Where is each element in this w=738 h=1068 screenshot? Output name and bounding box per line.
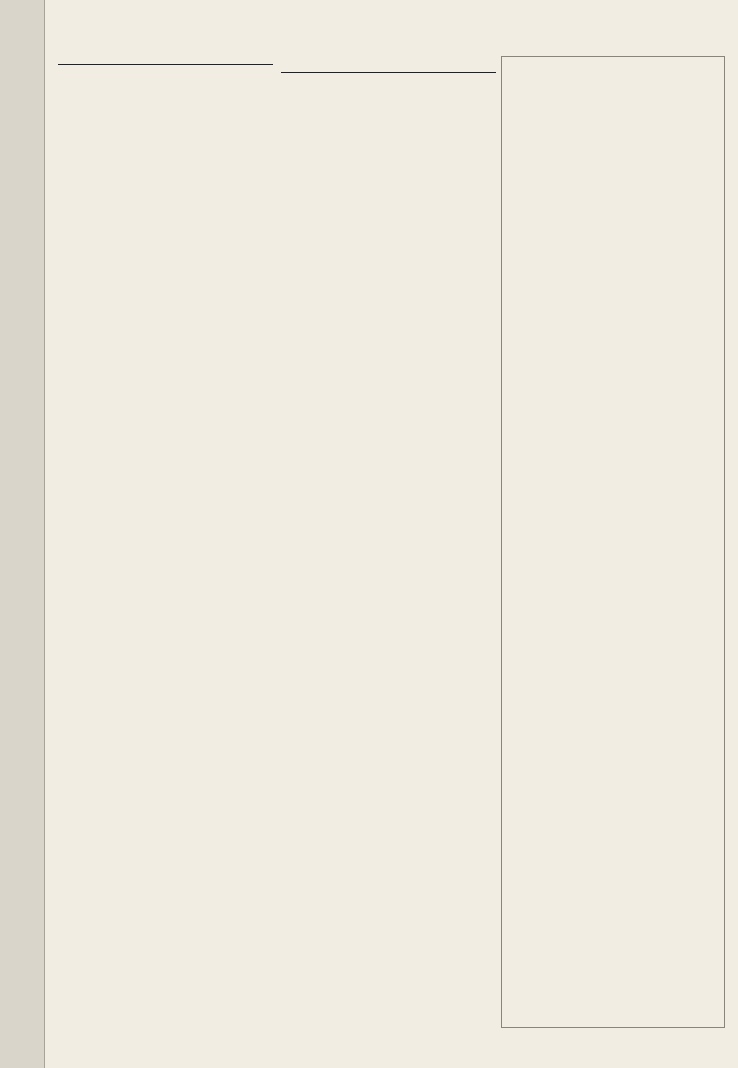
column-1	[58, 56, 273, 1046]
divider	[58, 64, 273, 65]
previous-page-edge	[0, 0, 45, 1068]
column-2	[281, 58, 496, 1048]
meditation-box	[501, 56, 725, 1028]
magazine-page	[45, 0, 738, 1068]
divider	[281, 72, 496, 73]
meditation-content	[510, 63, 714, 66]
